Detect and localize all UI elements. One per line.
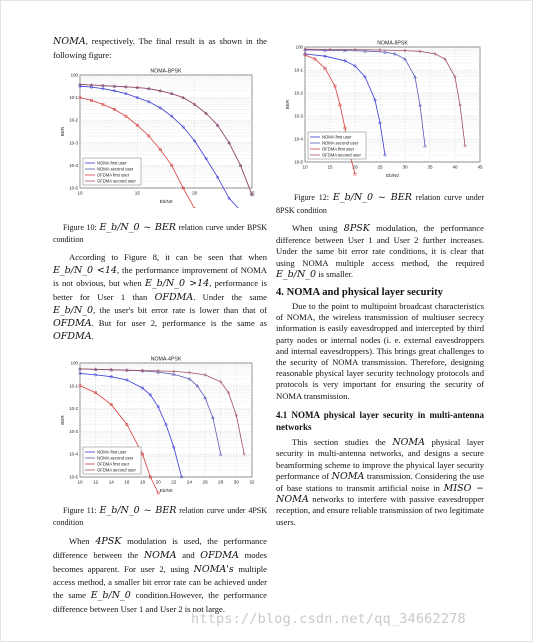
para2-formula: E_b/N_0 (90, 590, 131, 602)
fig11-caption-prefix: Figure 11: (63, 506, 100, 515)
y-tick-label: 10-3 (69, 428, 78, 434)
y-axis-label: BER (285, 99, 290, 110)
x-tick-label: 24 (186, 479, 193, 485)
figure-12-svg (283, 35, 486, 182)
legend-label: NOMA second user (322, 140, 359, 146)
x-tick-label: 18 (139, 479, 146, 485)
figure-10-chart (58, 63, 258, 208)
x-tick-label: 35 (427, 164, 433, 170)
y-tick-label: 10-2 (69, 117, 78, 123)
left-column (53, 35, 267, 61)
legend-label: OFDMA first user (97, 172, 130, 178)
fig10-formula: E_b/N_0 ~ BER (99, 222, 176, 233)
figure-11-svg (58, 351, 258, 497)
x-tick-label: 26 (202, 479, 208, 485)
x-tick-label: 22 (171, 479, 177, 485)
right-paragraph-5 (276, 437, 484, 528)
para5-d: networks to interfere with passive eavesdropper reception, and ensure reliable transmission of two legitimate users. (276, 494, 484, 527)
x-tick-label: 25 (249, 190, 255, 196)
fig10-caption-prefix: Figure 10: (63, 223, 100, 232)
x-tick-label: 28 (218, 479, 224, 485)
para5-miso-noma: MISO − NOMA (276, 482, 485, 506)
legend-label: OFDMA first user (322, 146, 355, 152)
para1-f: . But for user 2, performance is the same as (91, 318, 267, 329)
fig11-formula: E_b/N_0 ~ BER (99, 505, 177, 516)
para3-c: is smaller. (316, 269, 354, 280)
y-tick-label: 10-5 (69, 474, 78, 480)
y-tick-label: 10-4 (69, 162, 78, 168)
legend-label: OFDMA second user (322, 152, 361, 158)
blog-watermark: https://blog.csdn.net/qq_34662278 (191, 611, 466, 627)
intro-noma: NOMA (53, 36, 86, 47)
y-tick-label: 10-4 (69, 451, 78, 457)
para2-noma: NOMA (143, 549, 177, 561)
legend-label: NOMA second user (97, 455, 134, 461)
fig12-caption-prefix: Figure 12: (294, 193, 333, 202)
legend-label: NOMA first user (97, 449, 127, 455)
para1-d: . Under the same (193, 291, 267, 302)
x-tick-label: 15 (327, 164, 333, 170)
y-tick-label: 10-5 (69, 185, 78, 191)
y-axis-label: BER (60, 126, 65, 137)
x-axis-label: Eb/N0 (386, 173, 399, 178)
para2-c: and (176, 549, 201, 560)
y-tick-label: 10-2 (294, 90, 303, 96)
fig12-caption-suffix: relation curve under 8PSK condition (276, 193, 484, 215)
section-4-1-title: 4.1 NOMA physical layer security in multi-antenna networks (276, 410, 484, 432)
figure-12-chart (283, 35, 486, 182)
para2-a: When (69, 536, 96, 546)
x-tick-label: 20 (352, 164, 358, 170)
para3-formula: E_b/N_0 (276, 269, 317, 281)
para1-formula-2: E_b/N_0 >14 (144, 278, 210, 290)
chart-title: NOMA-4PSK (150, 356, 182, 363)
x-tick-label: 25 (377, 164, 383, 170)
intro-text: , respectively. The final result is as shown in the following figure: (53, 36, 267, 60)
y-tick-label: 100 (70, 72, 78, 78)
x-tick-label: 16 (124, 479, 130, 485)
para2-d: modes becomes apparent. For user 2, using (53, 549, 267, 574)
para1-b: , the performance improvement of NOMA is not obvious, but when (53, 265, 267, 289)
legend-label: NOMA first user (322, 134, 352, 140)
figure-11-caption (53, 505, 267, 529)
para2-ofdma: OFDMA (200, 549, 239, 561)
x-tick-label: 10 (302, 164, 308, 170)
y-tick-label: 10-1 (69, 95, 78, 101)
para5-a: This section studies the (292, 437, 393, 447)
y-tick-label: 100 (295, 44, 303, 50)
figure-10-caption (53, 222, 267, 246)
legend-label: OFDMA second user (97, 178, 136, 184)
figure-12-caption (276, 191, 484, 217)
chart-title: NOMA-8PSK (377, 40, 408, 47)
legend-label: OFDMA first user (97, 461, 130, 467)
x-axis-label: Eb/N0 (159, 199, 173, 204)
para1-g: . (91, 331, 94, 342)
legend-label: NOMA first user (97, 160, 127, 166)
para1-a: According to Figure 8, it can be seen that when (69, 252, 267, 262)
para2-nomas: NOMA's (193, 563, 234, 575)
right-paragraph-3 (276, 223, 484, 281)
para5-b: physical layer security in multi-antenna networks, and designs a secure beamforming scheme to improve the physical layer security performance of (276, 437, 484, 482)
y-tick-label: 10-1 (294, 67, 303, 73)
para1-c: , performance is better for User 1 than (53, 278, 267, 302)
left-paragraph-2 (53, 535, 267, 616)
x-tick-label: 10 (77, 479, 83, 485)
para2-f: condition.However, the performance difference between User 1 and User 2 is not large. (53, 590, 267, 614)
y-tick-label: 10-4 (294, 136, 303, 142)
left-paragraph-1 (53, 251, 267, 343)
x-tick-label: 20 (155, 479, 161, 485)
right-paragraph-4 (276, 301, 484, 402)
x-tick-label: 45 (477, 164, 483, 170)
x-tick-label: 15 (134, 190, 140, 196)
para2-b: modulation is used, the performance difference between the (53, 536, 267, 560)
para1-e: , the user's bit error rate is lower than that of (93, 304, 267, 315)
y-tick-label: 10-2 (69, 406, 78, 412)
x-tick-label: 14 (108, 479, 114, 485)
figure-11-chart (58, 351, 258, 497)
y-tick-label: 10-3 (294, 113, 303, 119)
para1-ofdma-2: OFDMA (53, 318, 92, 330)
section-4-heading (276, 286, 484, 300)
fig12-formula: E_b/N_0 ~ BER (332, 192, 412, 203)
y-tick-label: 10-1 (69, 383, 78, 389)
para4-text: Due to the point to multipoint broadcast characteristics of NOMA, the wireless transmission of multiuser secrecy information is easily eavesdropped and intercepted by third party nodes or internal nodes (i. e. external eavesdroppers and internal eavesdroppers). This brings great challenges to the security of NOMA transmission. Therefore, designing reasonable physical layer security technology protocols and protocols is very important for ensuring the security of NOMA transmission. (276, 301, 484, 401)
section-4-title: 4. NOMA and physical layer security (276, 287, 443, 298)
x-tick-label: 30 (402, 164, 408, 170)
y-axis-label: BER (60, 415, 65, 425)
x-tick-label: 10 (77, 190, 83, 196)
x-tick-label: 12 (93, 479, 99, 485)
para5-noma-1: NOMA (392, 437, 426, 448)
x-tick-label: 40 (452, 164, 458, 170)
fig10-caption-suffix: relation curve under BPSK condition (53, 223, 267, 244)
para1-ofdma-1: OFDMA (154, 291, 194, 303)
para2-e: multiple access method, a smaller bit error rate can be achieved under the same (53, 563, 268, 601)
para3-a: When using (292, 223, 344, 233)
x-tick-label: 32 (249, 479, 255, 485)
para5-c: transmission. Considering the use of base stations to transmit artificial noise in (276, 471, 485, 493)
para2-4psk: 4PSK (95, 536, 122, 547)
intro-paragraph (53, 35, 267, 61)
legend-label: NOMA second user (97, 166, 134, 172)
para3-b: modulation, the performance difference between User 1 and User 2 further increases. Under the same bit error rate conditions, it is clear that using NOMA multiple access method, the required (276, 223, 484, 268)
para1-formula-1: E_b/N_0 <14 (53, 265, 117, 277)
x-tick-label: 20 (192, 190, 198, 196)
legend-label: OFDMA second user (97, 467, 136, 473)
para5-noma-2: NOMA (331, 471, 365, 483)
x-axis-label: Eb/N0 (159, 488, 173, 493)
para1-ofdma-3: OFDMA (53, 331, 92, 343)
section-4-1-heading (276, 409, 484, 433)
y-tick-label: 10-5 (294, 159, 303, 165)
para1-formula-3: E_b/N_0 (53, 304, 94, 316)
para3-8psk: 8PSK (343, 223, 370, 234)
y-tick-label: 100 (70, 360, 78, 366)
figure-10-svg (58, 63, 258, 208)
chart-title: NOMA-BPSK (150, 68, 182, 75)
x-tick-label: 30 (233, 479, 239, 485)
fig11-caption-suffix: relation curve under 4PSK condition (53, 506, 267, 527)
y-tick-label: 10-3 (69, 140, 78, 146)
